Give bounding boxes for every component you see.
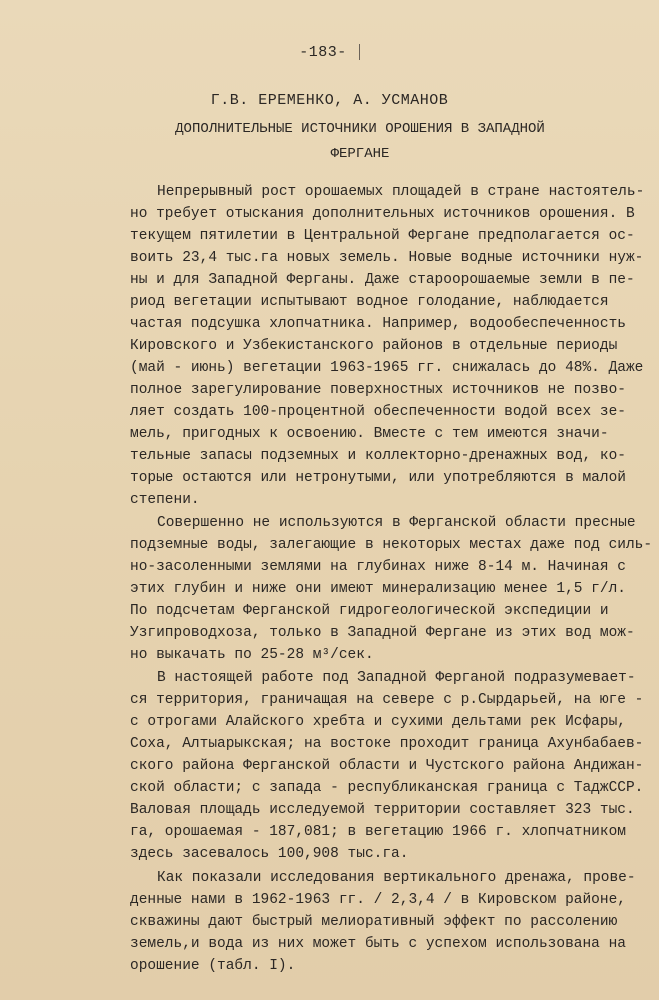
authors: Г.В. ЕРЕМЕНКО, А. УСМАНОВ [210,92,449,109]
text-line: земель,и вода из них может быть с успехом использована на [130,936,626,952]
text-line: но выкачать по 25-28 м³/сек. [130,647,374,663]
text-line: мель, пригодных к освоению. Вместе с тем имеются значи- [130,426,609,442]
text-line: Соха, Алтыарыкская; на востоке проходит граница Ахунбабаев- [130,736,644,752]
text-line: полное зарегулирование поверхностных источников не позво- [130,382,626,398]
text-line: Кировского и Узбекистанского районов в отдельные периоды [130,338,618,354]
text-line: ся территория, граничащая на севере с р.Сырдарьей, на юге - [130,692,644,708]
title-line: ФЕРГАНЕ [330,146,390,162]
text-line: этих глубин и ниже они имеют минерализацию менее 1,5 г/л. [130,581,626,597]
text-line: текущем пятилетии в Центральной Фергане предполагается ос- [130,228,635,244]
text-line: В настоящей работе под Западной Ферганой подразумевает- [157,670,636,686]
text-line: Совершенно не используются в Ферганской области пресные [157,515,636,531]
text-line: риод вегетации испытывают водное голодание, наблюдается [130,294,609,310]
margin-mark [359,44,360,60]
text-line: но-засоленными землями на глубинах ниже 8-14 м. Начиная с [130,559,626,575]
text-line: скважины дают быстрый мелиоративный эффект по рассолению [130,914,618,930]
text-line: Узгипроводхоза, только в Западной Фергане из этих вод мож- [130,625,635,641]
text-line: тельные запасы подземных и коллекторно-дренажных вод, ко- [130,448,626,464]
text-line: денные нами в 1962-1963 гг. / 2,3,4 / в Кировском районе, [130,892,626,908]
text-line: Непрерывный рост орошаемых площадей в стране настоятель- [157,184,645,200]
text-line: ского района Ферганской области и Чустского района Андижан- [130,758,644,774]
text-line: Как показали исследования вертикального дренажа, прове- [157,870,636,886]
text-line: воить 23,4 тыс.га новых земель. Новые водные источники нуж- [130,250,644,266]
text-line: но требует отыскания дополнительных источников орошения. В [130,206,635,222]
text-line: (май - июнь) вегетации 1963-1965 гг. снижалась до 48%. Даже [130,360,644,376]
text-line: ской области; с запада - республиканская граница с ТаджССР. [130,780,644,796]
text-line: подземные воды, залегающие в некоторых местах даже под силь- [130,537,653,553]
title-line: ДОПОЛНИТЕЛЬНЫЕ ИСТОЧНИКИ ОРОШЕНИЯ В ЗАПАДНОЙ [175,121,545,137]
text-line: га, орошаемая - 187,081; в вегетацию 1966 г. хлопчатником [130,824,626,840]
text-line: По подсчетам Ферганской гидрогеологической экспедиции и [130,603,609,619]
text-line: частая подсушка хлопчатника. Например, водообеспеченность [130,316,626,332]
text-line: ляет создать 100-процентной обеспеченности водой всех зе- [130,404,626,420]
text-line: здесь засевалось 100,908 тыс.га. [130,846,409,862]
text-line: ны и для Западной Ферганы. Даже староорошаемые земли в пе- [130,272,635,288]
page-number [0,44,659,61]
page-number-text: -183- [299,44,347,61]
article-title [150,117,570,167]
text-line: Валовая площадь исследуемой территории составляет 323 тыс. [130,802,635,818]
text-line: орошение (табл. I). [130,958,296,974]
text-line: торые остаются или нетронутыми, или употребляются в малой [130,470,626,486]
text-line: с отрогами Алайского хребта и сухими дельтами рек Исфары, [130,714,626,730]
text-line: степени. [130,492,200,508]
